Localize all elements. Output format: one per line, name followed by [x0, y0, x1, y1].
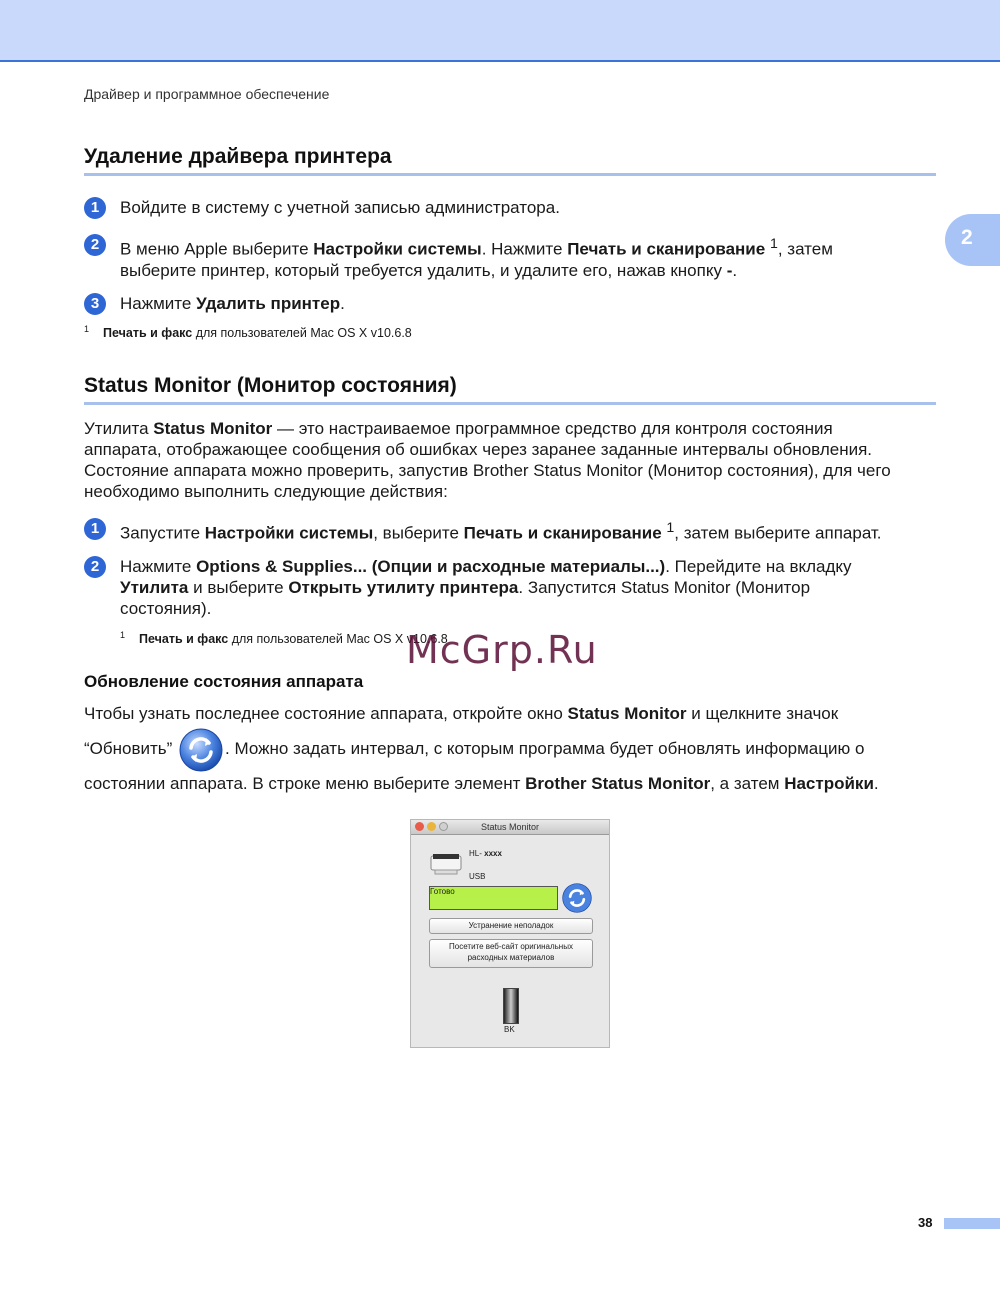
footnote: $^1$ Печать и факс для пользователей Mac OS X v10.6.8	[120, 630, 448, 647]
step-text: Нажмите Options & Supplies... (Опции и расходные материалы...). Перейдите на вкладку Утилита и выберите Открыть утилиту принтера. Запустится Status Monitor (Монитор состояния).	[120, 557, 852, 618]
toner-level-bar	[503, 988, 519, 1024]
step-text: Нажмите Удалить принтер.	[120, 294, 345, 313]
chapter-number: 2	[961, 226, 973, 249]
visit-supplies-button[interactable]: Посетите веб-сайт оригинальных расходных материалов	[429, 939, 593, 968]
refresh-paragraph-line2: “Обновить” . Можно задать интервал, с которым программа будет обновлять информацию о	[84, 727, 944, 772]
page-number-bar	[944, 1218, 1000, 1229]
printer-icon	[429, 852, 465, 878]
refresh-icon[interactable]	[562, 883, 592, 913]
status-display	[429, 886, 558, 910]
step-text: Войдите в систему с учетной записью администратора.	[120, 198, 560, 217]
step-number: 1	[84, 197, 106, 219]
chapter-tab	[945, 214, 1000, 266]
close-icon[interactable]	[415, 822, 424, 831]
step-number: 1	[84, 518, 106, 540]
section-rule	[84, 173, 936, 176]
minimize-icon[interactable]	[427, 822, 436, 831]
window-title: Status Monitor	[480, 822, 540, 832]
toner-label: BK	[504, 1025, 515, 1034]
status-text: Готово	[430, 887, 455, 896]
troubleshoot-button[interactable]: Устранение неполадок	[429, 918, 593, 934]
step-number: 2	[84, 234, 106, 256]
watermark: McGrp.Ru	[406, 628, 598, 672]
refresh-icon	[179, 728, 223, 772]
refresh-paragraph-line1: Чтобы узнать последнее состояние аппарата, откройте окно Status Monitor и щелкните значок	[84, 704, 839, 723]
breadcrumb: Драйвер и программное обеспечение	[84, 86, 330, 102]
section-title-remove-driver: Удаление драйвера принтера	[84, 145, 392, 168]
step-number: 3	[84, 293, 106, 315]
step-text: Запустите Настройки системы, выберите Печать и сканирование $^1$, затем выберите аппарат.	[120, 520, 882, 543]
model-name: HL- xxxx	[469, 849, 502, 858]
footnote: $^1$ Печать и факс для пользователей Mac OS X v10.6.8	[84, 324, 412, 341]
zoom-icon[interactable]	[439, 822, 448, 831]
header-band	[0, 0, 1000, 62]
window-titlebar	[411, 820, 609, 835]
subsection-title: Обновление состояния аппарата	[84, 672, 364, 691]
section-rule	[84, 402, 936, 405]
section-title-status-monitor: Status Monitor (Монитор состояния)	[84, 374, 457, 397]
step-text: В меню Apple выберите Настройки системы. Нажмите Печать и сканирование $^1$, затем выберите принтер, который требуется удалить, и удалите его, нажав кнопку -.	[120, 236, 833, 280]
step-number: 2	[84, 556, 106, 578]
connection-type: USB	[469, 872, 486, 881]
page-number: 38	[918, 1215, 933, 1230]
status-monitor-window	[410, 819, 610, 1048]
intro-paragraph: Утилита Status Monitor — это настраиваемое программное средство для контроля состояния аппарата, отображающее сообщения об ошибках через заранее заданные интервалы обновления. Состояние аппарата можно проверить, запустив Brother Status Monitor (Монитор состояния), для чего необходимо выполнить следующие действия:	[84, 419, 891, 501]
refresh-paragraph-line3: состоянии аппарата. В строке меню выберите элемент Brother Status Monitor, а затем Настройки.	[84, 774, 879, 793]
